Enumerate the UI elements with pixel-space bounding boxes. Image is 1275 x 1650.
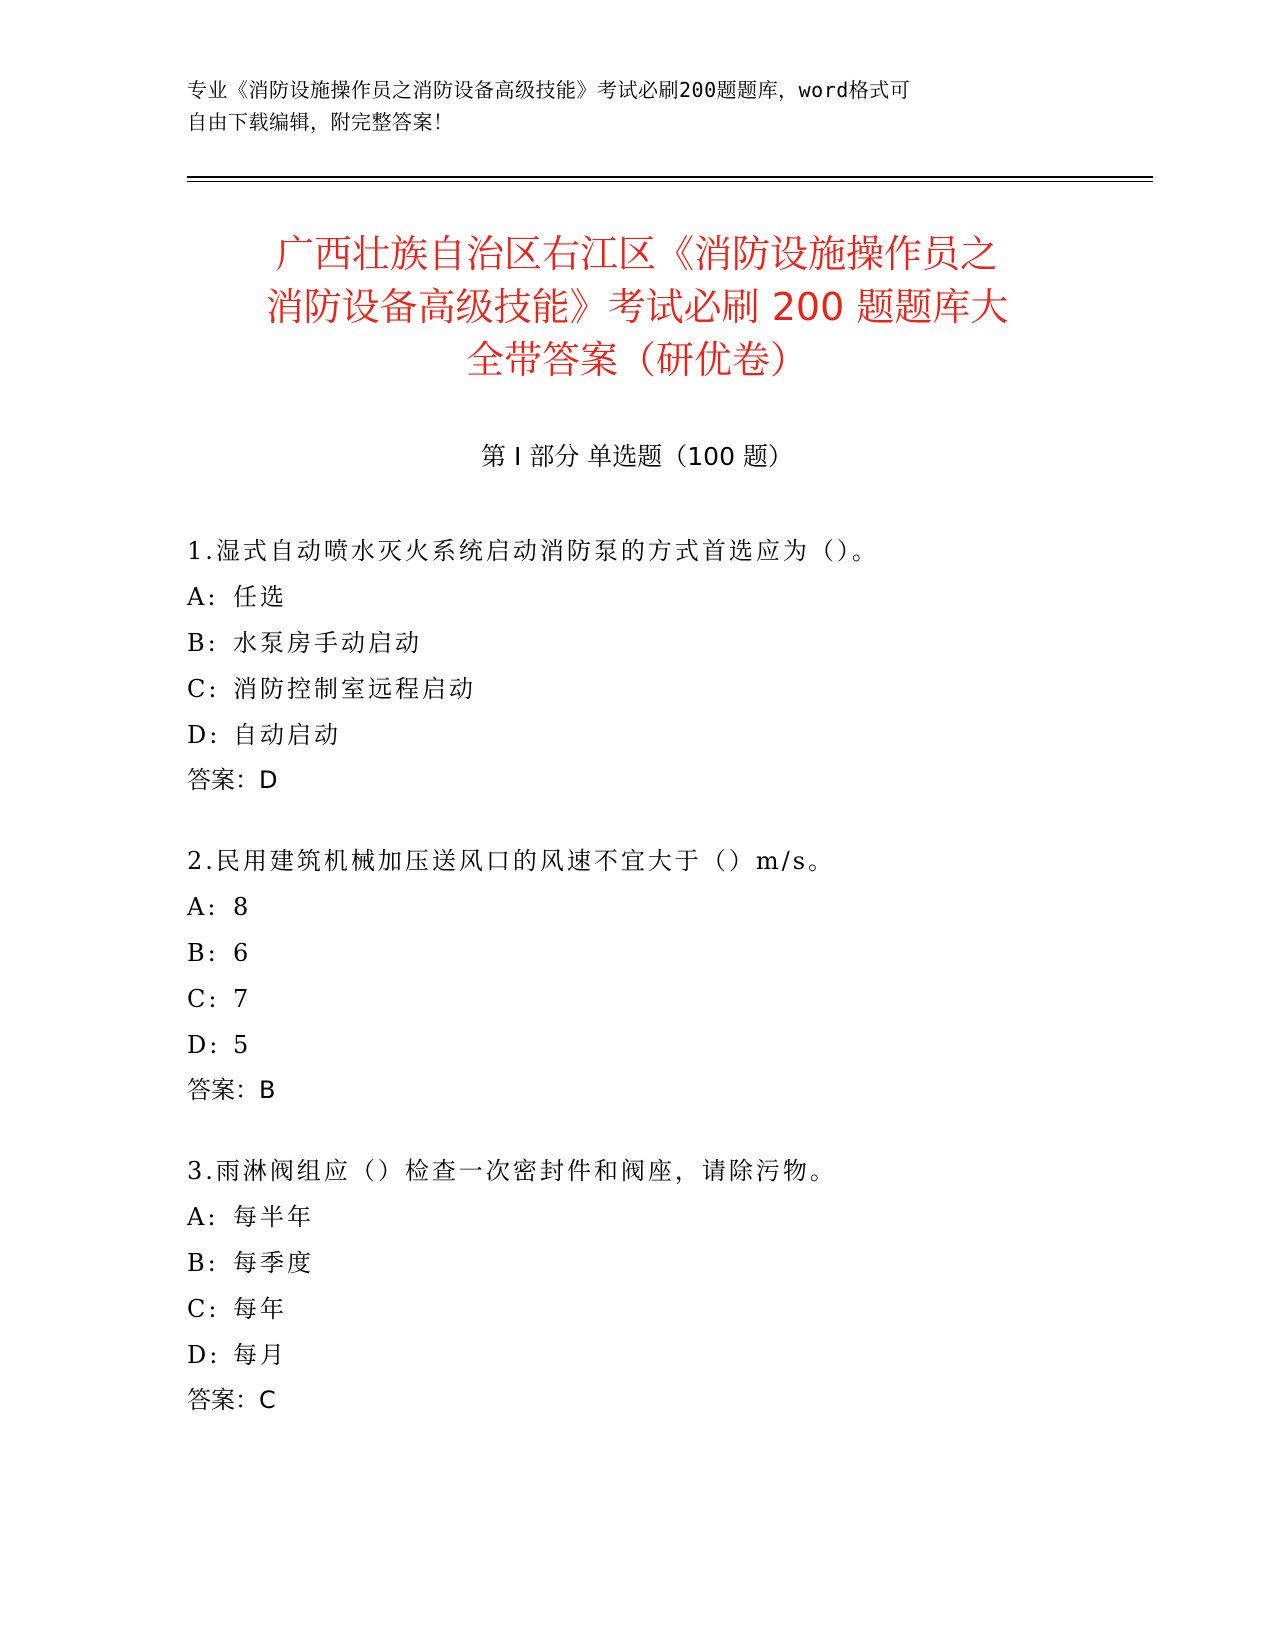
option-d — [187, 712, 1117, 758]
option-key: D: — [187, 1341, 221, 1369]
section-title: 第 I 部分 单选题（100 题） — [481, 442, 793, 471]
option-text: 每季度 — [233, 1249, 314, 1277]
header-note-line-1: 专业《消防设施操作员之消防设备高级技能》考试必刷200题题库，word格式可 — [187, 78, 911, 102]
option-a — [187, 884, 1117, 930]
question-list — [187, 528, 1117, 1458]
option-text: 7 — [233, 985, 252, 1013]
option-d — [187, 1332, 1117, 1378]
document-title — [187, 228, 1087, 387]
header-note — [187, 74, 1067, 138]
header-divider-thin — [187, 181, 1153, 182]
option-text: 自动启动 — [233, 721, 341, 749]
question-text: 1.湿式自动喷水灭火系统启动消防泵的方式首选应为（）。 — [187, 537, 879, 565]
option-text: 每年 — [233, 1295, 287, 1323]
option-a — [187, 574, 1117, 620]
option-key: B: — [187, 1249, 219, 1277]
option-b — [187, 620, 1117, 666]
question-2 — [187, 838, 1117, 1112]
answer: 答案：D — [187, 766, 278, 794]
option-key: C: — [187, 675, 220, 703]
option-text: 8 — [233, 893, 252, 921]
option-d — [187, 1022, 1117, 1068]
answer: 答案：C — [187, 1386, 276, 1414]
option-c — [187, 976, 1117, 1022]
option-key: A: — [187, 1203, 219, 1231]
answer: 答案：B — [187, 1076, 276, 1104]
option-key: B: — [187, 629, 219, 657]
option-key: C: — [187, 1295, 220, 1323]
option-text: 水泵房手动启动 — [233, 629, 422, 657]
option-b — [187, 1240, 1117, 1286]
question-text: 2.民用建筑机械加压送风口的风速不宜大于（）m/s。 — [187, 847, 836, 875]
option-key: B: — [187, 939, 219, 967]
option-key: A: — [187, 893, 219, 921]
option-text: 5 — [233, 1031, 252, 1059]
option-text: 每月 — [233, 1341, 287, 1369]
option-a — [187, 1194, 1117, 1240]
question-text: 3.雨淋阀组应（）检查一次密封件和阀座，请除污物。 — [187, 1157, 837, 1185]
option-key: D: — [187, 1031, 221, 1059]
option-text: 6 — [233, 939, 252, 967]
header-note-line-2: 自由下载编辑，附完整答案！ — [187, 110, 454, 134]
option-b — [187, 930, 1117, 976]
question-3 — [187, 1148, 1117, 1422]
option-text: 每半年 — [233, 1203, 314, 1231]
document-title-line-2: 消防设备高级技能》考试必刷 200 题题库大 — [265, 285, 1009, 329]
question-1 — [187, 528, 1117, 802]
option-key: A: — [187, 583, 219, 611]
document-title-line-1: 广西壮族自治区右江区《消防设施操作员之 — [275, 232, 998, 276]
option-key: C: — [187, 985, 220, 1013]
option-text: 任选 — [233, 583, 287, 611]
option-text: 消防控制室远程启动 — [233, 675, 476, 703]
header-divider-thick — [187, 176, 1153, 178]
option-c — [187, 1286, 1117, 1332]
option-c — [187, 666, 1117, 712]
document-title-line-3: 全带答案（研优卷） — [465, 338, 808, 382]
option-key: D: — [187, 721, 221, 749]
